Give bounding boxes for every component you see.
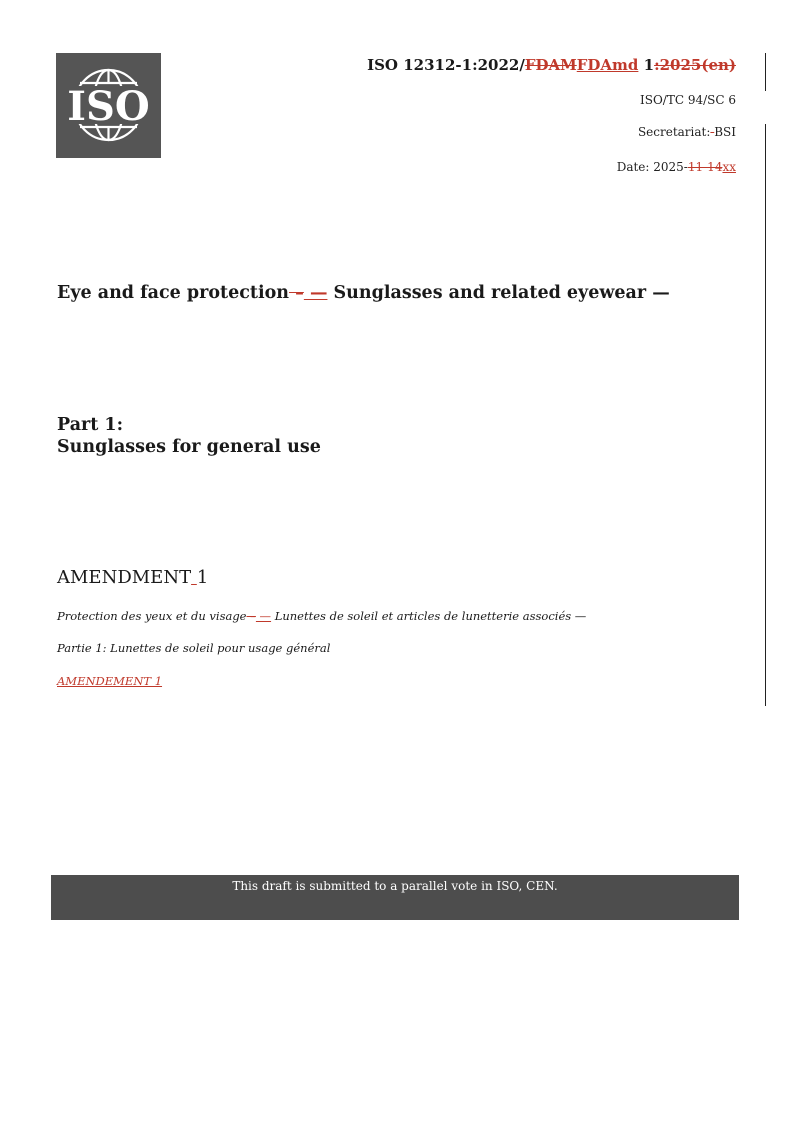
document-title (57, 283, 670, 303)
french-inserted-dash: — (255, 609, 272, 623)
logo-text: ISO (67, 83, 150, 130)
date-label: Date: 2025- (616, 160, 688, 174)
ref-inserted-fdamd: FDAmd (576, 56, 639, 74)
ref-number: 1 (638, 56, 655, 74)
amendment-text: AMENDMENT (57, 567, 192, 588)
date-deleted: 11-14 (687, 160, 723, 174)
secretariat-label: Secretariat: (637, 125, 711, 139)
french-title (57, 609, 586, 623)
ref-deleted-year: :2025(en) (654, 56, 736, 74)
change-bar-top (765, 53, 766, 91)
date (617, 160, 736, 174)
title-part-b: Sunglasses and related eyewear — (327, 283, 670, 303)
ref-deleted-fdam: FDAM (524, 56, 577, 74)
committee: ISO/TC 94/SC 6 (639, 93, 736, 107)
globe-icon (56, 53, 161, 158)
date-inserted: xx (722, 160, 736, 174)
draft-notice: This draft is submitted to a parallel vote in ISO, CEN. (51, 875, 739, 920)
french-part: Partie 1: Lunettes de soleil pour usage général (57, 641, 331, 655)
part-number: Part 1: (57, 415, 124, 435)
french-title-b: Lunettes de soleil et articles de lunetterie associés — (271, 609, 587, 623)
amendment-number: 1 (196, 567, 209, 588)
change-bar-main (765, 124, 766, 706)
document-reference (367, 56, 736, 74)
amendment-label (57, 567, 208, 588)
secretariat-value: BSI (714, 125, 736, 139)
title-part-a: Eye and face protection (57, 283, 290, 303)
ref-main: ISO 12312-1:2022/ (367, 56, 525, 74)
part-title (57, 414, 321, 458)
title-inserted-dash: — (303, 283, 328, 303)
french-amendment: AMENDEMENT 1 (57, 674, 163, 688)
french-deleted-dash: – (246, 609, 256, 623)
french-title-a: Protection des yeux et du visage (57, 609, 247, 623)
secretariat (638, 125, 736, 139)
part-name: Sunglasses for general use (57, 437, 321, 457)
iso-logo (56, 53, 161, 158)
title-deleted-dash: – (289, 283, 304, 303)
